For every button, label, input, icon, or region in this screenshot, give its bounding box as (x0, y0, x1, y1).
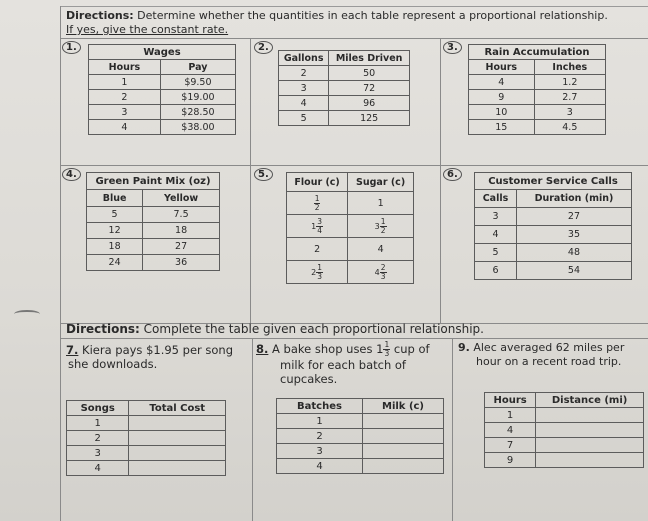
column-header: Blue (87, 190, 143, 207)
whole-number: 2 (314, 243, 321, 255)
column-header: Hours (469, 60, 535, 75)
column-header: Yellow (143, 190, 220, 207)
answer-cell[interactable] (536, 423, 644, 438)
grid-line (60, 338, 648, 339)
table-row (279, 66, 410, 81)
table-cell: $19.00 (160, 90, 235, 105)
problem-text: hour on a recent road trip. (476, 355, 622, 368)
column-header: Hours (485, 393, 536, 408)
table-cell: 2 (89, 90, 161, 105)
table-row (485, 408, 644, 423)
table-row (277, 429, 444, 444)
table-cell (287, 192, 348, 215)
table-cell: 3 (475, 208, 517, 226)
problem-text: Kiera pays $1.95 per song (82, 343, 234, 357)
answer-cell[interactable] (129, 446, 226, 461)
table-row (475, 262, 632, 280)
table-cell: $9.50 (160, 75, 235, 90)
table-title: Customer Service Calls (475, 173, 632, 190)
table-cell: 6 (475, 262, 517, 280)
fraction: $\frac{2}{3}$ (380, 262, 386, 281)
column-header: Gallons (279, 51, 329, 66)
table-row (469, 105, 606, 120)
table-cell: 36 (143, 255, 220, 271)
table-row (287, 261, 414, 284)
flour-sugar-table (286, 172, 414, 284)
table-row (279, 111, 410, 126)
rain-table (468, 44, 606, 135)
table-row (67, 446, 226, 461)
problem-number: 9. (458, 341, 470, 354)
top-rule (60, 6, 648, 7)
problem-text: A bake shop uses 1 (272, 342, 384, 356)
table-row (67, 416, 226, 431)
answer-cell[interactable] (129, 416, 226, 431)
problem-number: 7. (66, 343, 79, 357)
fraction: $\frac{3}{4}$ (317, 216, 323, 235)
problem-text: Alec averaged 62 miles per (473, 341, 625, 354)
column-header: Duration (min) (516, 190, 631, 208)
table-row (89, 75, 236, 90)
grid-line (452, 338, 453, 521)
problem-text: cupcakes. (280, 372, 338, 386)
problem-number: 6. (443, 168, 462, 181)
table-cell: 1.2 (534, 75, 605, 90)
table-row (89, 90, 236, 105)
table-cell: 3 (277, 444, 363, 459)
whole-number: 1 (377, 197, 384, 209)
column-header: Total Cost (129, 401, 226, 416)
table-cell: 10 (469, 105, 535, 120)
table-cell: 35 (516, 226, 631, 244)
problem-number: 1. (62, 41, 81, 54)
table-row (475, 208, 632, 226)
table-cell: 96 (329, 96, 410, 111)
table-cell: 3 (67, 446, 129, 461)
grid-line (252, 338, 253, 521)
table-cell: 4 (89, 120, 161, 135)
answer-cell[interactable] (363, 414, 444, 429)
table-row (67, 431, 226, 446)
table-row (287, 215, 414, 238)
gallons-table (278, 50, 410, 126)
table-cell: 9 (485, 453, 536, 468)
table-cell: 4 (469, 75, 535, 90)
directions-text: Complete the table given each proportional relationship. (143, 322, 484, 336)
table-cell (348, 192, 414, 215)
directions-header (66, 10, 646, 22)
table-cell (348, 261, 414, 284)
grid-line (60, 165, 648, 166)
answer-cell[interactable] (536, 453, 644, 468)
table-row (469, 75, 606, 90)
table-cell: 27 (516, 208, 631, 226)
column-header: Flour (c) (287, 173, 348, 192)
table-cell: 7 (485, 438, 536, 453)
problem-number: 3. (443, 41, 462, 54)
answer-cell[interactable] (363, 459, 444, 474)
fraction: $\frac{1}{3}$ (317, 262, 323, 281)
column-header: Inches (534, 60, 605, 75)
mixed-fraction: $\frac{1}{3}$ (384, 340, 390, 358)
problem-number: 8. (256, 342, 269, 356)
grid-line (250, 38, 251, 323)
column-header: Sugar (c) (348, 173, 414, 192)
whole-number: 3 (374, 221, 380, 231)
answer-cell[interactable] (536, 438, 644, 453)
table-row (485, 453, 644, 468)
grid-line (60, 38, 648, 39)
table-cell: 2 (67, 431, 129, 446)
table-cell: 7.5 (143, 207, 220, 223)
table-row (87, 207, 220, 223)
table-row (87, 223, 220, 239)
table-row (485, 423, 644, 438)
table-cell: 2 (279, 66, 329, 81)
fraction: $\frac{1}{2}$ (380, 216, 386, 235)
table-cell (287, 261, 348, 284)
table-cell: 5 (475, 244, 517, 262)
table-cell (287, 238, 348, 261)
column-header: Pay (160, 60, 235, 75)
column-header: Calls (475, 190, 517, 208)
table-row (277, 444, 444, 459)
table-row (87, 255, 220, 271)
table-cell: 18 (143, 223, 220, 239)
answer-cell[interactable] (129, 431, 226, 446)
table-row (89, 120, 236, 135)
whole-number: 4 (377, 243, 384, 255)
table-cell: 3 (534, 105, 605, 120)
table-cell: 5 (279, 111, 329, 126)
directions-label: Directions: (66, 322, 140, 336)
table-cell: 1 (89, 75, 161, 90)
table-cell: 125 (329, 111, 410, 126)
songs-table (66, 400, 226, 476)
calls-table (474, 172, 632, 280)
table-row (67, 461, 226, 476)
answer-cell[interactable] (129, 461, 226, 476)
table-cell: 9 (469, 90, 535, 105)
grid-line (60, 6, 61, 521)
table-cell: 72 (329, 81, 410, 96)
table-title: Rain Accumulation (469, 45, 606, 60)
table-cell: 4 (485, 423, 536, 438)
table-cell: 1 (277, 414, 363, 429)
problem-text: she downloads. (68, 357, 158, 371)
column-header: Hours (89, 60, 161, 75)
table-row (89, 105, 236, 120)
pencil-mark (14, 310, 40, 318)
batches-table (276, 398, 444, 474)
grid-line (440, 38, 441, 323)
table-row (485, 438, 644, 453)
directions-label: Directions: (66, 9, 134, 22)
table-cell: 4 (475, 226, 517, 244)
table-cell: 27 (143, 239, 220, 255)
table-title: Green Paint Mix (oz) (87, 173, 220, 190)
table-cell: 54 (516, 262, 631, 280)
table-cell: 50 (329, 66, 410, 81)
column-header: Miles Driven (329, 51, 410, 66)
table-row (469, 120, 606, 135)
table-cell: 2 (277, 429, 363, 444)
table-cell: 3 (89, 105, 161, 120)
table-cell: 2.7 (534, 90, 605, 105)
table-row (287, 238, 414, 261)
problem-7-text (66, 343, 233, 371)
problem-number: 5. (254, 168, 273, 181)
directions-section2 (66, 322, 484, 336)
table-cell (287, 215, 348, 238)
column-header: Batches (277, 399, 363, 414)
wages-table (88, 44, 236, 135)
table-cell: 4 (67, 461, 129, 476)
table-cell: 18 (87, 239, 143, 255)
table-row (287, 192, 414, 215)
table-cell: $28.50 (160, 105, 235, 120)
whole-number: 2 (311, 267, 317, 277)
whole-number: 4 (374, 267, 380, 277)
problem-number: 4. (62, 168, 81, 181)
table-cell: 1 (485, 408, 536, 423)
table-cell: 5 (87, 207, 143, 223)
table-cell: 48 (516, 244, 631, 262)
problem-text: cup of (393, 342, 430, 356)
table-row (469, 90, 606, 105)
column-header: Distance (mi) (536, 393, 644, 408)
answer-cell[interactable] (363, 429, 444, 444)
table-cell: 4.5 (534, 120, 605, 135)
problem-9-text (458, 341, 648, 369)
table-row (277, 459, 444, 474)
table-row (475, 226, 632, 244)
table-cell (348, 215, 414, 238)
answer-cell[interactable] (536, 408, 644, 423)
table-cell: $38.00 (160, 120, 235, 135)
table-cell: 15 (469, 120, 535, 135)
column-header: Milk (c) (363, 399, 444, 414)
directions-subtext: If yes, give the constant rate. (66, 23, 229, 36)
table-cell: 24 (87, 255, 143, 271)
table-cell: 4 (279, 96, 329, 111)
problem-text: milk for each batch of (280, 358, 406, 372)
column-header: Songs (67, 401, 129, 416)
table-title: Wages (89, 45, 236, 60)
table-cell: 3 (279, 81, 329, 96)
directions-text: Determine whether the quantities in each table represent a proportional relationship. (137, 9, 608, 22)
table-cell (348, 238, 414, 261)
table-row (475, 244, 632, 262)
problem-8-text (256, 341, 452, 386)
table-row (277, 414, 444, 429)
table-cell: 12 (87, 223, 143, 239)
table-cell: 4 (277, 459, 363, 474)
whole-number: 1 (311, 221, 317, 231)
paint-table (86, 172, 220, 271)
table-row (87, 239, 220, 255)
table-cell: 1 (67, 416, 129, 431)
table-row (279, 96, 410, 111)
problem-number: 2. (254, 41, 273, 54)
fraction: $\frac{1}{2}$ (314, 193, 320, 212)
table-row (279, 81, 410, 96)
answer-cell[interactable] (363, 444, 444, 459)
distance-table (484, 392, 644, 468)
